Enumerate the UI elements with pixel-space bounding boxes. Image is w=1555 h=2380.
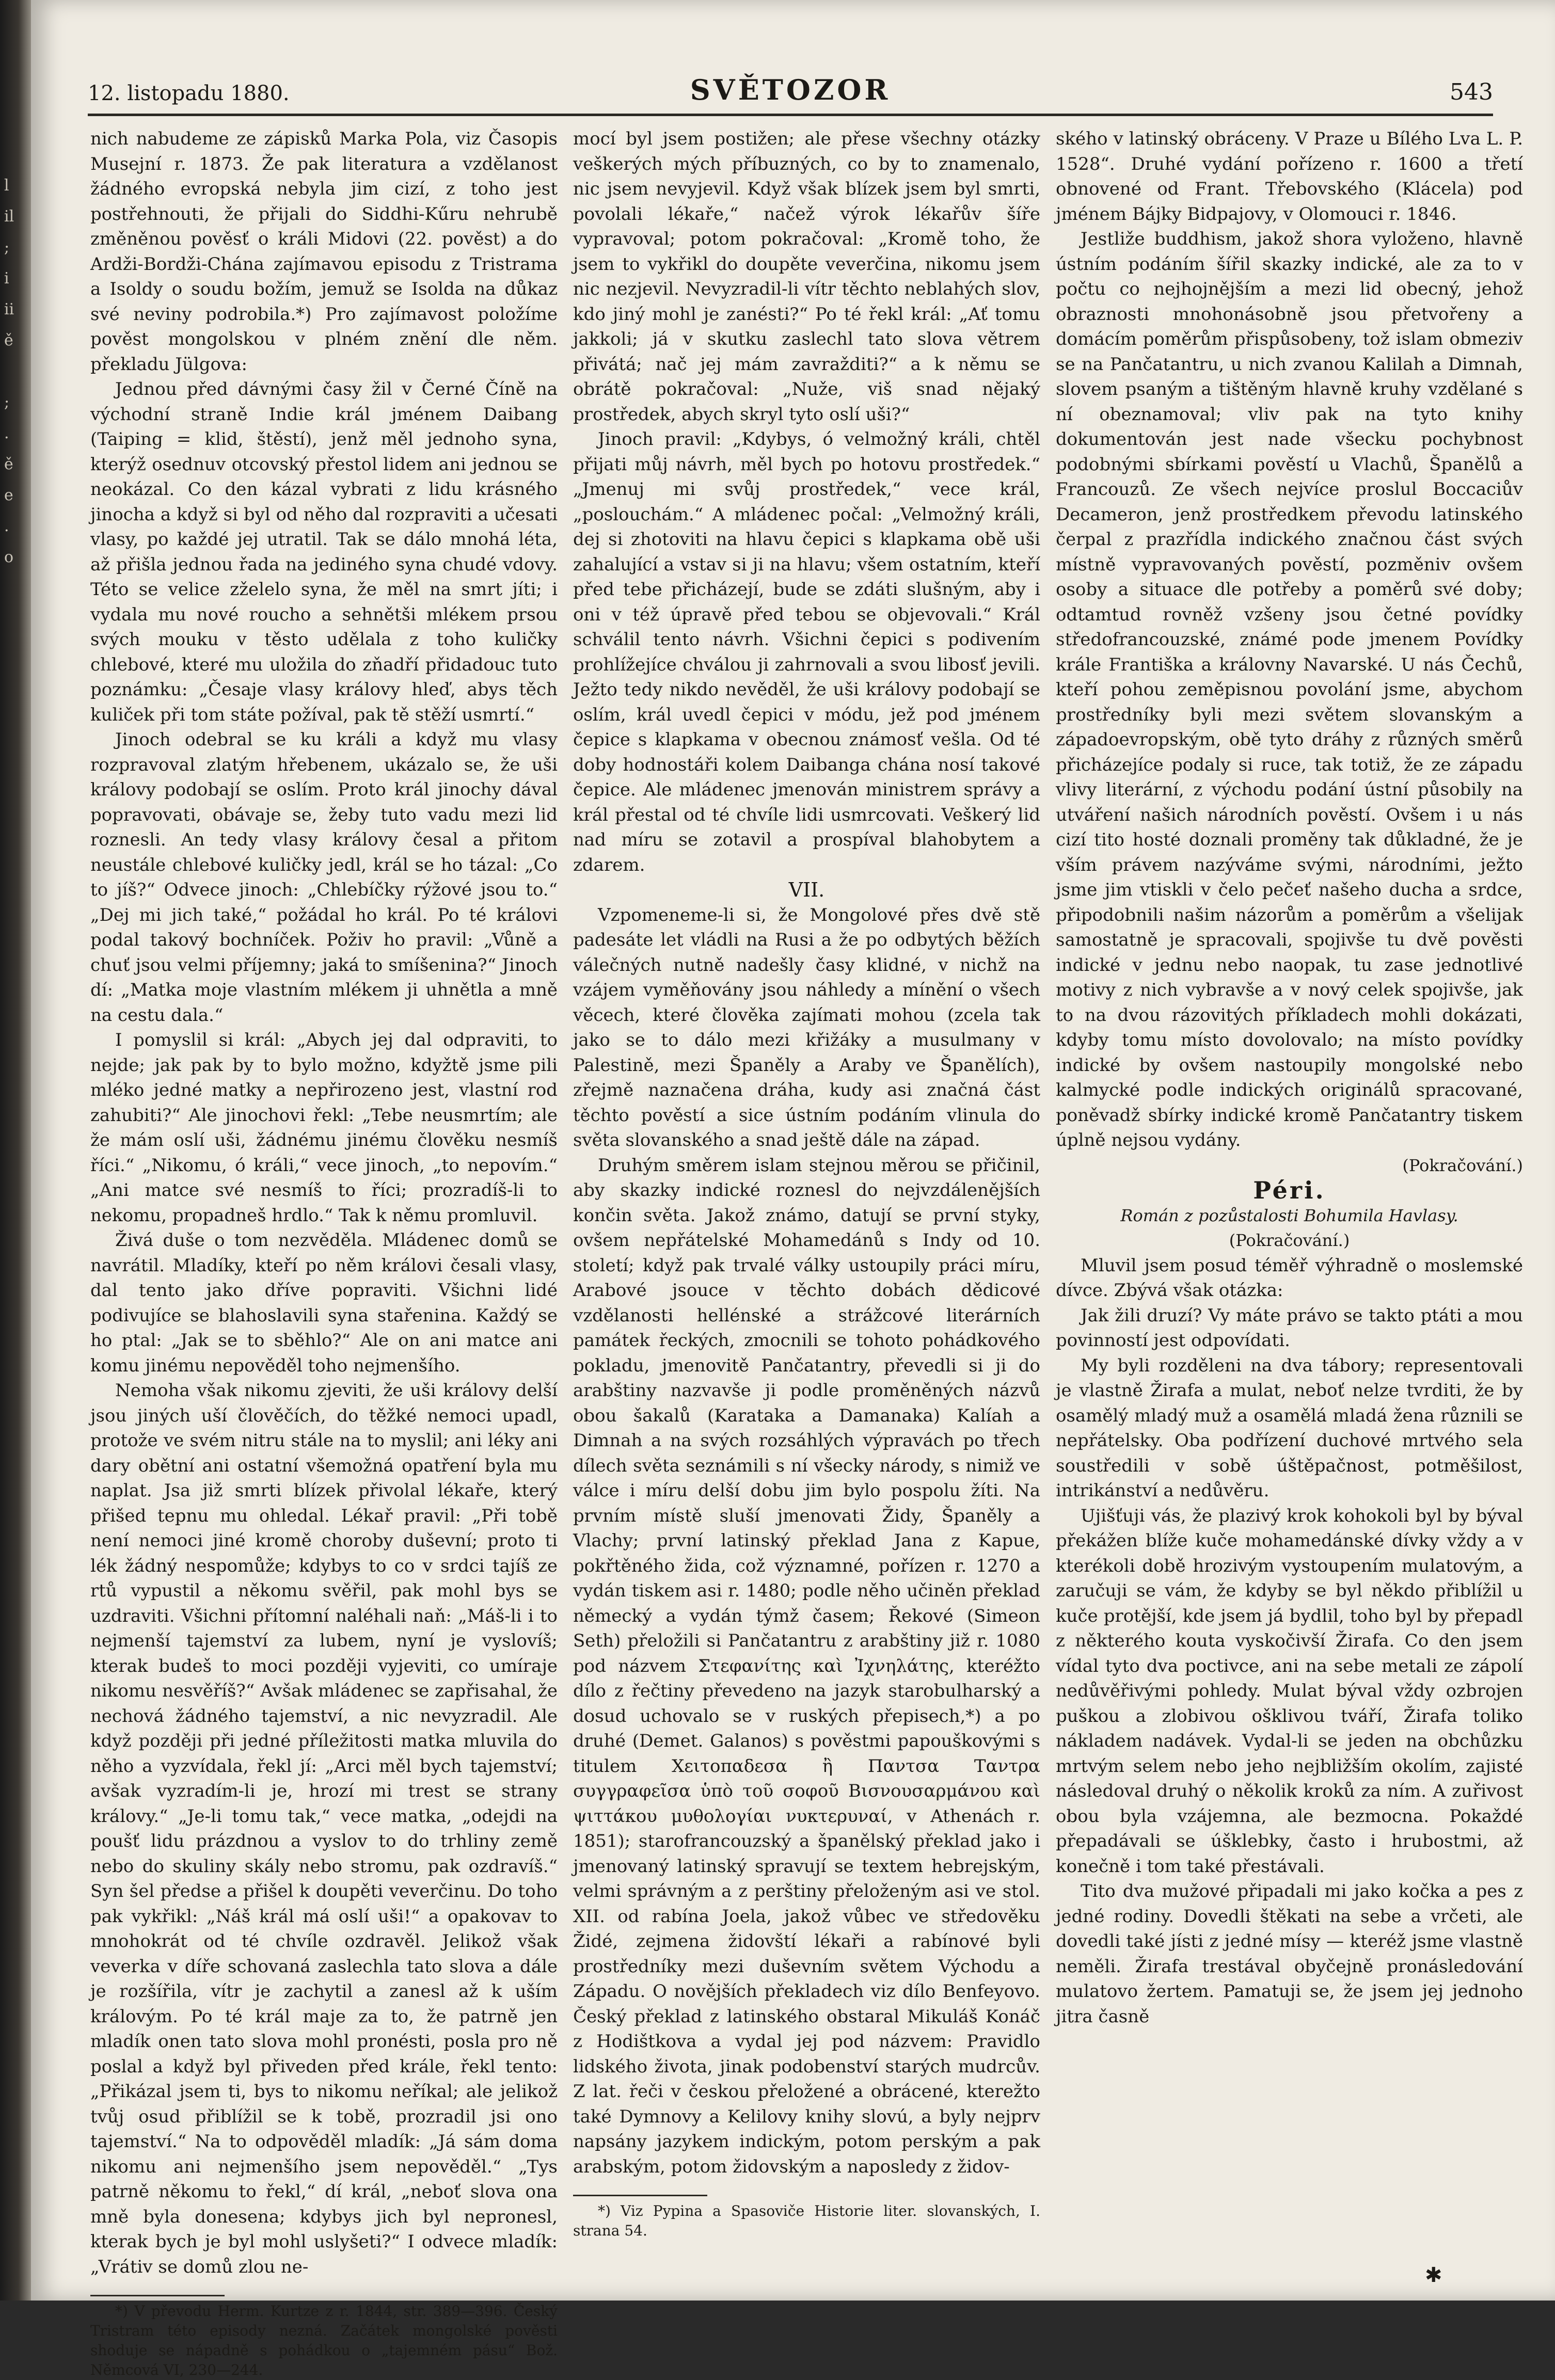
newspaper-page: [31, 0, 1555, 2378]
page-header: [88, 67, 1493, 116]
footnote-divider: [90, 2295, 225, 2296]
paragraph: nich nabudeme ze zápisků Marka Pola, viz Časopis Musejní r. 1873. Že pak literatura a vzdělanost žádného evropská nebyla jim cizí, z toho jest postřehnouti, že přijali do Siddhi-Kűru nehrubě změněnou pověsť o králi Midovi (22. pověst) a do Ardži-Bordži-Chána zajímavou episodu z Tristrama a Isoldy o soudu božím, jemuž se Isolda na důkaz své neviny podrobila.*) Pro zajímavost položíme pověst mongolskou v plném znění dle něm. překladu Jülgova:: [90, 129, 558, 375]
paragraph: Nemoha však nikomu zjeviti, že uši královy delší jsou jiných uší člověčích, do těžké nemoci upadl, protože ve svém nitru stále na to myslil; ani léky ani dary obětní ani ostatní všemožná opatření byla mu naplat. Jsa již smrti blízek přivolal lékaře, který přišed tepnu mu ohledal. Lékař pravil: „Při tobě není nemoci jiné kromě choroby duševní; proto ti lék žádný nespomůže; kdybys to co v srdci tajíš ze rtů vypustil a někomu svěřil, pak mohl bys se uzdraviti. Všichni přítomní naléhali naň: „Máš-li i to nejmenší tajemství za lubem, nyní je vyslovíš; kterak budeš to moci později vyjeviti, co umíraje nikomu nesvěříš?“ Avšak mládenec se zapřisahal, že nechová žádného tajemství, a nic nevyzradil. Ale když později při jedné příležitosti matka mluvila do něho a vyzvídala, řekl jí: „Arci měl bych tajemství; avšak vyzradím-li je, hrozí mi trest se strany královy.“ „Je-li tomu tak,“ vece matka, „odejdi na poušť lidu prázdnou a vyslov to do trhliny země nebo do skuliny skály nebo stromu, pak ozdravíš.“ Syn šel předse a přišel k doupěti veverčinu. Do toho pak vykřikl: „Náš král má oslí uši!“ a opakovav to mnohokrát od té chvíle ozdravěl. Jelikož však veverka v díře schovaná zaslechla tato slova a dále je rozšířila, vítr je zachytil a zanesl až k uším královým. Po té král maje za to, že patrně jen mladík onen tato slova mohl pronésti, posla pro ně poslal a když byl přiveden před krále, řekl tento: „Přikázal jsem ti, bys to nikomu neříkal; ale jelikož tvůj osud přiblížil se k tobě, prozradil jsi ono tajemství.“ Na to odpověděl mladík: „Já sám doma nikomu ani nejmenšího jsem nepověděl.“ „Tys patrně někomu to řekl,“ dí král, „neboť slova ona mně byla donesena; kdybys jich byl nepronesl, kterak bych je byl mohl uslyšeti?“ I odvece mladík: „Vrátiv se domů zlou ne-: [90, 1380, 558, 2277]
facing-page-edge-marks: l il ; i ii ě ; . ě e . o: [4, 177, 14, 566]
story-title: Péri.: [1253, 1176, 1326, 1204]
issue-date: 12. listopadu 1880.: [88, 82, 290, 105]
paragraph: Živá duše o tom nezvěděla. Mládenec domů se navrátil. Mladíky, kteří po něm královi česali vlasy, dal tento jako dříve popraviti. Všichni lidé podivujíce se blahoslavili syna stařenina. Každý se ho ptal: „Jak se to sběhlo?“ Ale on ani matce ani komu jinému nepověděl toho nejmenšího.: [90, 1230, 558, 1376]
page-number: 543: [1450, 79, 1493, 105]
footnote-divider: [573, 2195, 707, 2196]
paragraph: Jak žili druzí? Vy máte právo se takto ptáti a mou povinností jest odpovídati.: [1056, 1305, 1523, 1351]
paragraph: mocí byl jsem postižen; ale přese všechny otázky veškerých mých příbuzných, co by to znamenalo, nic jsem nevyjevil. Když však blízek jsem byl smrti, povolali lékaře,“ načež výrok lékařův šíře vypravoval; potom pokračoval: „Kromě toho, že jsem to vykřikl do doupěte veverčina, nikomu jsem nic nezjevil. Nevyzradil-li vítr těchto neblahých slov, kdo jiný mohl je zanésti?“ Po té řekl král: „Ať tomu jakkoli; já v skutku zaslechl tato slova větrem přivátá; nač jej mám zavražditi?“ a k němu se obrátě pokračoval: „Nuže, viš snad nějaký prostředek, abych skryl tyto oslí uši?“: [573, 129, 1040, 425]
story-subtitle: Román z pozůstalosti Bohumila Havlasy.: [1120, 1205, 1458, 1225]
story-continued-note: (Pokračování.): [1229, 1231, 1350, 1250]
paragraph: Jinoch pravil: „Kdybys, ó velmožný králi, chtěl přijati můj návrh, měl bych po hotovu prostředek.“ „Jmenuj mi svůj prostředek,“ vece král, „poslouchám.“ A mládenec počal: „Velmožný králi, dej si zhotoviti na hlavu čepici s klapkama obě uši zahalující a vstav si ji na hlavu; všem ostatním, kteří před tebe přicházejí, bude se zdáti slušným, aby i oni v též úpravě před tebou se objevovali.“ Král schválil tento návrh. Všichni čepici s podivením prohlížejíce chválou ji zahrnovali a svou libosť jevili. Ježto tedy nikdo nevěděl, že uši královy podobají se oslím, král uvedl čepici v módu, jež pod jménem čepice s klapkama v obecnou známosť vešla. Od té doby hodnostáři kolem Daibanga chána nosí takové čepice. Ale mládenec jmenován ministrem správy a král přestal od té chvíle lidi usmrcovati. Veškerý lid nad míru se zotavil a prospíval blahobytem a zdarem.: [573, 429, 1040, 875]
paragraph: Jednou před dávnými časy žil v Černé Číně na východní straně Indie král jménem Daibang (Taiping = klid, štěstí), jenž měl jednoho syna, kterýž osednuv otcovský přestol lidem ani jednou se neokázal. Co den kázal vybrati z lidu krásného jinocha a když si byl od něho dal rozpraviti a učesati vlasy, po každé jej utratil. Tak se dálo mnohá léta, až přišla jednou řada na jediného syna chudé vdovy. Této se velice zželelo syna, že měl na smrt jíti; i vydala mu nové roucho a sehnětši mlékem prsou svých mouku v těsto udělala z toho kuličky chlebové, které mu uložila do zňadří přidadouc tuto poznámku: „Česaje vlasy královy hleď, abys těch kuliček při tom státe požíval, pak tě stěží usmrtí.“: [90, 379, 558, 725]
paragraph: Druhým směrem islam stejnou měrou se přičinil, aby skazky indické roznesl do nejvzdálenějších končin světa. Jakož známo, datují se první styky, ovšem nepřátelské Mohamedánů s Indy od 10. století; když pak trvalé války ustoupily práci míru, Arabové jsouce v těchto dobách dědicové vzdělanosti hellénské a strážcové literárních památek řeckých, zmocnili se tohoto pohádkového pokladu, jmenovitě Pančatantry, převedli si ji do arabštiny nazvavše ji podle proměněných názvů obou šakalů (Karataka a Damanaka) Kalíah a Dimnah a na svých rozsáhlých výpravách po třech dílech světa seznámili s ní všecky národy, s nimiž ve válce i míru delší dobu jim bylo pospolu žíti. Na prvním místě sluší jmenovati Židy, Španěly a Vlachy; první latinský překlad Jana z Kapue, pokřtěného žida, což významné, pořízen r. 1270 a vydán tiskem asi r. 1480; podle něho učiněn překlad německý a vydán týmž časem; Řekové (Simeon Seth) přeložili si Pančatantru z arabštiny již r. 1080 pod názvem Στεφανίτης καὶ Ἰχνηλάτης, kteréžto dílo z řečtiny převedeno na jazyk starobulharský a dosud uchovalo se v ruských přepisech,*) a po druhé (Demet. Galanos) s pověstmi papouškovými s titulem Χειτοπαδεσα ἢ Παντσα Ταντρα συγγραφεῖσα ὑπὸ τοῦ σοφοῦ Βισνουσαρμάνου καὶ ψιττάκου μυθολογίαι νυκτερυναί, v Athenách r. 1851); starofrancouzský a španělský překlad jako i jmenovaný latinský spravují se textem hebrejským, velmi správným a z perštiny přeloženým asi ve stol. XII. od rabína Joela, jakož vůbec ve středověku Židé, zejmena židovští lékaři a rabínové byli prostředníky mezi duševním světem Východu a Západu. O novějších překladech viz dílo Benfeyovo. Český překlad z latinského obstaral Mikuláš Konáč z Hodištkova a vydal jej pod názvem: Pravidlo lidského života, jinak podobenství starých mudrcův. Z lat. řeči v českou přeložené a obrácené, kterežto také Dymnovy a Kelilovy knihy slovú, a byly nejprv napsány jazykem indickým, potom perským a pak arabským, potom židovským a naposledy z židov-: [573, 1155, 1040, 2177]
continued-note: (Pokračování.): [1402, 1155, 1523, 1175]
paragraph: My byli rozděleni na dva tábory; representovali je vlastně Žirafa a mulat, neboť nelze tvrditi, že by osamělý mladý muž a osamělá mladá žena různili se nepřátelsky. Oba podřízení duchové mrtvého sela soustředili v sobě úštěpačnost, potměšilost, intrikánství a nedůvěru.: [1056, 1355, 1523, 1501]
paragraph: Tito dva mužové připadali mi jako kočka a pes z jedné rodiny. Dovedli štěkati na sebe a vrčeti, ale dovedli také jísti z jedné mísy — kteréž jsme vlastně neměli. Žirafa trestával obyčejně pronásledování mulatovo žertem. Pamatuji se, že jsem jej jednoho jitra časně: [1056, 1881, 1523, 2027]
paragraph: Jinoch odebral se ku králi a když mu vlasy rozpravoval zlatým hřebenem, ukázalo se, že uši královy podobají se oslím. Proto král jinochy dával popravovati, obávaje se, žeby tuto vadu mezi lid roznesli. An tedy vlasy královy česal a přitom neustále chlebové kuličky jedl, král se ho tázal: „Co to jíš?“ Odvece jinoch: „Chlebíčky rýžové jsou to.“ „Dej mi jich také,“ požádal ho král. Po té královi podal takový bochníček. Poživ ho pravil: „Vůně a chuť jsou velmi příjemny; jaká to smíšenina?“ Jinoch dí: „Matka moje vlastním mlékem ji uhnětla a mně na cestu dala.“: [90, 729, 558, 1026]
column-1: [90, 126, 558, 2380]
paragraph: Jestliže buddhism, jakož shora vyloženo, hlavně ústním podáním šířil skazky indické, ale za to v počtu co nejhojnějším a mezi lid obecný, jehož obraznosti mnohonásobně jsou přetvořeny a domácím poměrům přispůsobeny, tož islam obmeziv se na Pančatantru, u nich zvanou Kalilah a Dimnah, slovem psaným a tištěným hlavně kruhy vzdělané s ní obeznamoval; vliv pak na tyto knihy dokumentován jest nade všecku pochybnost podobnými sbírkami pověstí u Vlachů, Španělů a Francouzů. Ze všech nejvíce proslul Boccaciův Decameron, jenž prostředkem převodu latinského čerpal z prazřídla indického značnou část svých místně vypravovaných pověstí, pozměniv ovšem osoby a situace dle potřeby a poměrů své doby; odtamtud rovněž vzšeny jsou četné povídky středofrancouzské, známé pode jmenem Povídky krále Františka a královny Navarské. U nás Čechů, kteří pohou zeměpisnou povolání jsme, abychom prostředníky byli mezi světem slovanským a západoevropským, obě tyto dráhy z různých směrů přicházejíce podaly si ruce, tak totiž, že ze západu vlivy literární, z východu podání ústní působily na utváření našich národních pověstí. Ovšem i u nás cizí tito hosté doznali proměny tak důkladné, že je vším právem nazýváme svými, národními, ježto jsme jim vtiskli v čelo pečeť našeho ducha a srdce, připodobnili našim názorům a poměrům a všelijak samostatně je spracovali, spojivše tu dvě pověsti indické v jednu nebo naopak, tu zase jednotlivé motivy z nich vybravše a v nový celek spojivše, jak to na dvou rázovitých příkladech mohli dokázati, kdyby tomu místo dovolovalo; na místo povídky indické by ovšem nastoupily mongolské nebo kalmycké podle indických originálů spracované, poněvadž sbírky indické kromě Pančatantry tiskem úplně nejsou vydány.: [1056, 229, 1523, 1151]
paragraph: ského v latinský obráceny. V Praze u Bílého Lva L. P. 1528“. Druhé vydání pořízeno r. 1600 a třetí obnovené od Frant. Třebovského (Klácela) pod jménem Bájky Bidpajovy, v Olomouci r. 1846.: [1056, 129, 1523, 225]
column-3: [1056, 126, 1523, 2029]
footnote: *) V převodu Herm. Kurtze z r. 1844, str. 389—396. Český Tristram této episody nezná. Začátek mongolské pověsti shoduje se nápadně s pohádkou o „tajemném pásu“ Bož. Němcová VI, 230—244.: [90, 2303, 558, 2378]
paragraph: Ujišťuji vás, že plazivý krok kohokoli byl by býval překážen blíže kuče mohamedánské dívky vždy a v kterékoli době hrozivým vystoupením mulatovým, a zaručuji se vám, že kdyby se byl někdo přiblížil u kuče protější, kde jsem já bydlil, toho byl by přepadl z některého kouta vyskočivší Žirafa. Co den jsem vídal tyto dva poctivce, ani na sebe metali ze zápolí nedůvěřivými pohledy. Mulat býval vždy ozbrojen puškou a zlobivou ošklivou tváří, Žirafa toliko nákladem nadávek. Vydal-li se jeden na obchůzku mrtvým selem nebo jeho nejbližším okolím, zajisté následoval druhý o několik kroků za ním. A zuřivost obou byla vzájemna, ale bezmocna. Pokaždé přepadávali se úšklebky, často i hrubostmi, až konečně i tom také přestávali.: [1056, 1505, 1523, 1877]
paragraph: Mluvil jsem posud téměř výhradně o moslemské dívce. Zbývá však otázka:: [1056, 1255, 1523, 1301]
section-heading: VII.: [788, 878, 825, 901]
book-gutter: [0, 0, 31, 2301]
printer-mark-asterisk: ✱: [1425, 2263, 1442, 2287]
paragraph: I pomyslil si král: „Abych jej dal odpraviti, to nejde; jak pak by to bylo možno, kdyžtě jsme pili mléko jedné matky a nepřirozeno jest, vlastní rod zahubiti?“ Ale jinochovi řekl: „Tebe neusmrtím; ale že mám oslí uši, žádnému jinému člověku nesmíš říci.“ „Nikomu, ó králi,“ vece jinoch, „to nepovím.“ „Ani matce své nesmíš to říci; prozradíš-li to nekomu, propadneš hrdlo.“ Tak k němu promluvil.: [90, 1030, 558, 1226]
column-2: [573, 126, 1040, 2241]
footnote: *) Viz Pypina a Spasoviče Historie liter. slovanských, I. strana 54.: [573, 2202, 1040, 2239]
paragraph: Vzpomeneme-li si, že Mongolové přes dvě stě padesáte let vládli na Rusi a že po odbytých běžích válečných nutně nadešly časy klidné, v nichž na vzájem vyměňovány jsou náhledy a mínění o všech věcech, které člověka zajímati mohou (zcela tak jako se to dálo mezi křižáky a musulmany v Palestině, mezi Španěly a Araby ve Španělích), zřejmě naznačena dráha, kudy asi značná část těchto pověstí a sice ústním podáním vlinula do světa slovanského a snad ještě dále na západ.: [573, 904, 1040, 1151]
masthead-title: SVĚTOZOR: [690, 73, 891, 106]
